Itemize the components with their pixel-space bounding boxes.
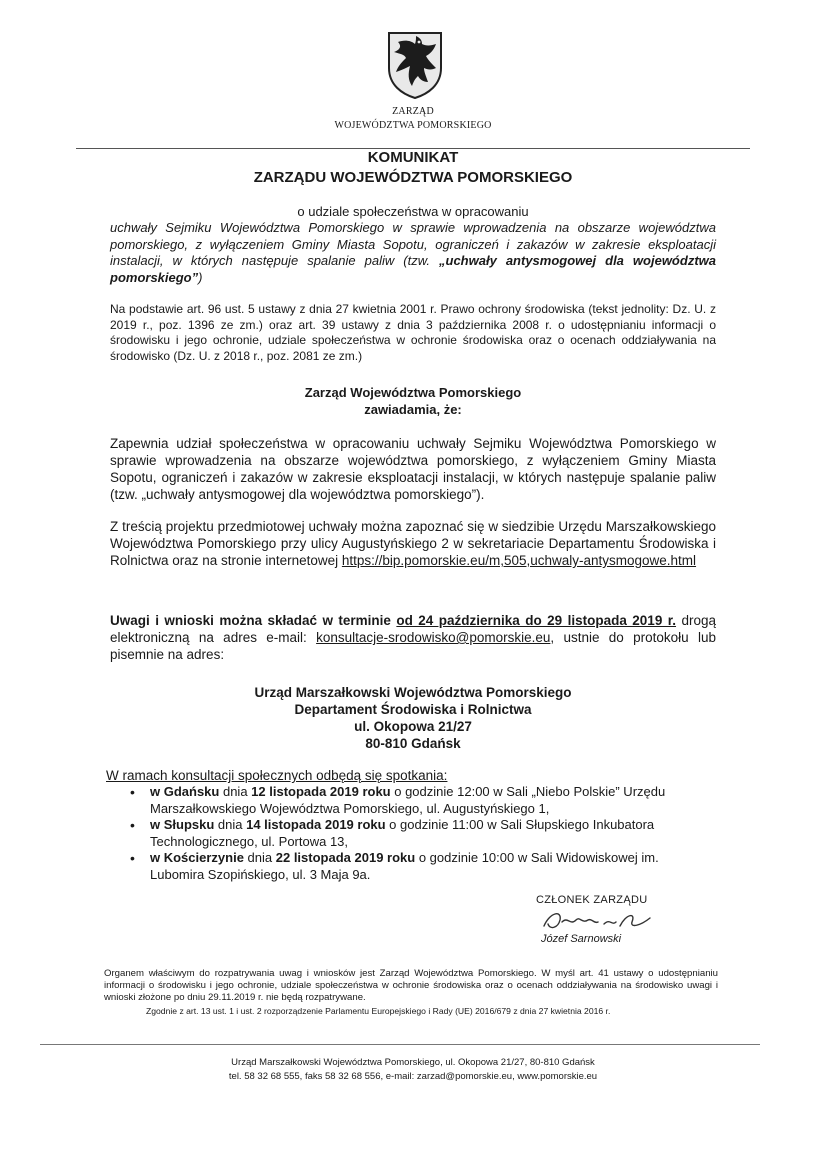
document-title: KOMUNIKAT — [367, 149, 459, 166]
address-line4: 80-810 Gdańsk — [365, 736, 461, 751]
signature-role: CZŁONEK ZARZĄDU — [536, 894, 648, 906]
address-line2: Departament Środowiska i Rolnictwa — [294, 702, 532, 717]
announcer-line2: zawiadamia, że: — [364, 402, 462, 417]
paragraph-submissions: Uwagi i wnioski można składać w terminie od 24 października do 29 listopada 2019 r. drogą elektroniczną na adres e-mail: konsultacje-srodowisko@pomorskie.eu, ustnie do protokołu lub pisemnie na adres: — [110, 613, 716, 662]
footer-address: Urząd Marszałkowski Województwa Pomorskiego, ul. Okopowa 21/27, 80-810 Gdańsk — [231, 1057, 595, 1068]
footer-divider — [40, 1044, 760, 1045]
project-link[interactable]: https://bip.pomorskie.eu/m,505,uchwaly-antysmogowe.html — [341, 553, 697, 568]
bullet-icon: • — [130, 817, 135, 833]
consultation-email-link[interactable]: konsultacje-srodowisko@pomorskie.eu — [316, 630, 551, 645]
meeting-item: • w Słupsku dnia 14 listopada 2019 roku o godzinie 11:00 w Sali Słupskiego Inkubatora Technologicznego, ul. Portowa 13, — [130, 817, 655, 849]
submission-deadline: od 24 października do 29 listopada 2019 r. — [396, 613, 677, 628]
subject-resolution-name: „uchwały antysmogowej dla województwa pomorskiego” — [110, 253, 716, 285]
meetings-heading: W ramach konsultacji społecznych odbędą się spotkania: — [106, 768, 448, 783]
announcer-line1: Zarząd Województwa Pomorskiego — [304, 385, 522, 400]
subject-intro: o udziale społeczeństwa w opracowaniu — [297, 204, 529, 219]
document-subtitle: ZARZĄDU WOJEWÓDZTWA POMORSKIEGO — [253, 169, 573, 186]
paragraph-participation: Zapewnia udział społeczeństwa w opracowaniu uchwały Sejmiku Województwa Pomorskiego w sprawie wprowadzenia na obszarze województwa pomorskiego, z wyłączeniem Gminy Miasta Sopotu, ograniczeń i zakazów w zakresie eksploatacji instalacji, w których następuje spalanie paliw (tzw. „uchwały antysmogowej dla województwa pomorskiego”). — [110, 436, 716, 502]
gdpr-note: Zgodnie z art. 13 ust. 1 i ust. 2 rozporządzenie Parlamentu Europejskiego i Rady (UE) 2016/679 z dnia 27 kwietnia 2016 r. — [146, 1006, 611, 1016]
org-name-line1: ZARZĄD — [392, 106, 434, 117]
subject-description: uchwały Sejmiku Województwa Pomorskiego w sprawie wprowadzenia na obszarze województwa pomorskiego, z wyłączeniem Gminy Miasta Sopotu, ograniczeń i zakazów w zakresie eksploatacji instalacji, w których następuje spalanie paliw (tzw. „uchwały antysmogowej dla województwa pomorskiego”) — [110, 220, 716, 285]
meetings-list — [102, 784, 712, 883]
coat-of-arms-emblem — [386, 30, 444, 100]
paragraph-project-access: Z treścią projektu przedmiotowej uchwały można zapoznać się w siedzibie Urzędu Marszałkowskiego Województwa Pomorskiego przy ulicy Augustyńskiego 2 w sekretariacie Departamentu Środowiska i Rolnictwa oraz na stronie internetowej https://bip.pomorskie.eu/m,505,uchwaly-antysmogowe.html — [110, 519, 716, 568]
bullet-icon: • — [130, 784, 135, 800]
org-name-line2: WOJEWÓDZTWA POMORSKIEGO — [334, 120, 492, 131]
meeting-item: • w Gdańsku dnia 12 listopada 2019 roku o godzinie 12:00 w Sali „Niebo Polskie” Urzędu Marszałkowskiego Województwa Pomorskiego, ul. Augustyńskiego 1, — [130, 784, 666, 816]
meeting-item: • w Kościerzynie dnia 22 listopada 2019 roku o godzinie 10:00 w Sali Widowiskowej im. Lubomira Szopińskiego, ul. 3 Maja 9a. — [130, 850, 659, 882]
footer-contact: tel. 58 32 68 555, faks 58 32 68 556, e-mail: zarzad@pomorskie.eu, www.pomorskie.eu — [228, 1071, 598, 1082]
legal-basis: Na podstawie art. 96 ust. 5 ustawy z dnia 27 kwietnia 2001 r. Prawo ochrony środowiska (tekst jednolity: Dz. U. z 2019 r., poz. 1396 ze zm.) oraz art. 39 ustawy z dnia 3 października 2008 r. o udostępnianiu informacji o środowisku i jego ochronie, udziale społeczeństwa w ochronie środowiska oraz o ocenach oddziaływania na środowisko (Dz. U. z 2018 r., poz. 2081 ze zm.) — [110, 302, 716, 363]
signatory-name: Józef Sarnowski — [541, 933, 622, 945]
handwritten-signature — [540, 906, 660, 934]
address-line3: ul. Okopowa 21/27 — [354, 719, 472, 734]
address-line1: Urząd Marszałkowski Województwa Pomorskiego — [254, 685, 572, 700]
responsibility-note: Organem właściwym do rozpatrywania uwag i wniosków jest Zarząd Województwa Pomorskiego. W myśl art. 41 ustawy o udostępnianiu informacji o środowisku i jego ochronie, udziale społeczeństwa w ochronie środowiska oraz o ocenach oddziaływania na środowisko uwagi i wnioski złożone po dniu 29.11.2019 r. nie będą rozpatrywane. — [104, 968, 718, 1003]
bullet-icon: • — [130, 850, 135, 866]
